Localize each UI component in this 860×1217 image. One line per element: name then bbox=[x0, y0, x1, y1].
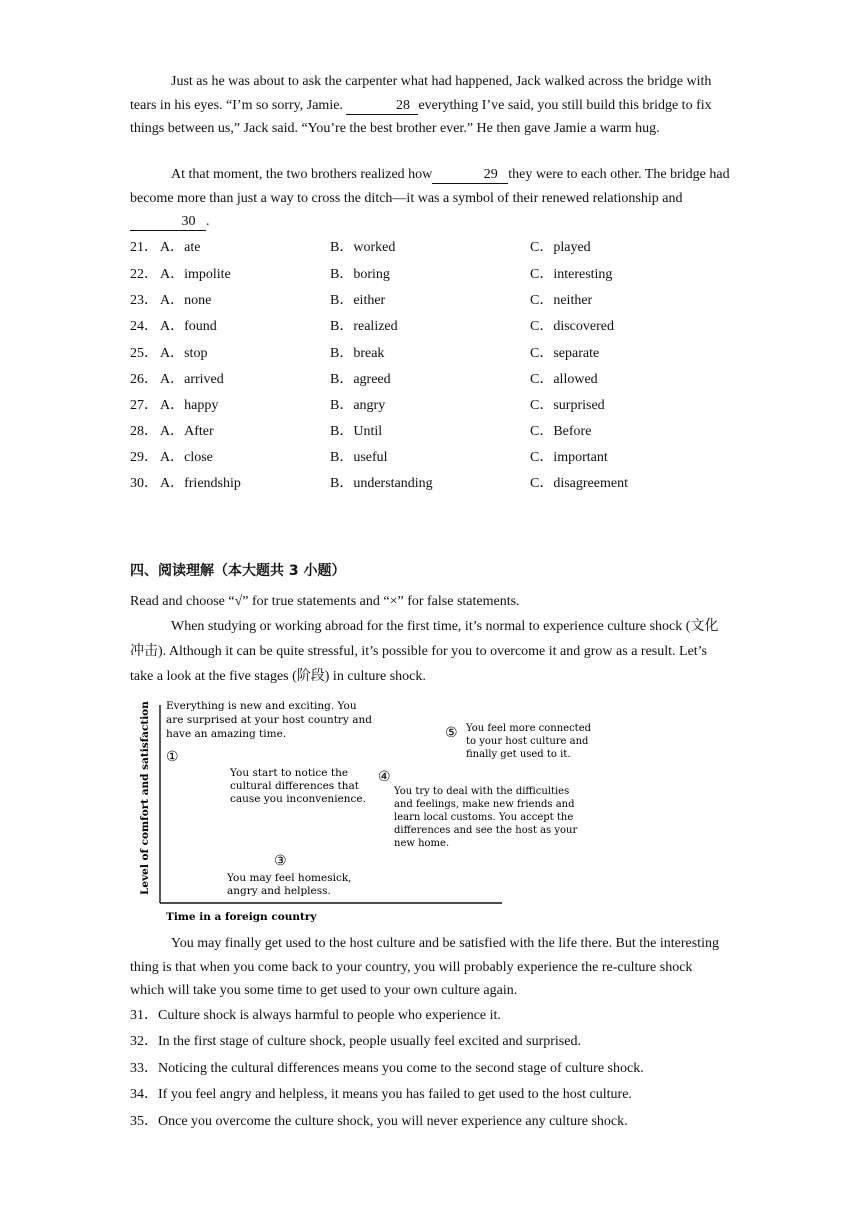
stage-2-line: You start to notice the bbox=[230, 767, 349, 779]
stage-5-number: ⑤ bbox=[445, 725, 458, 741]
question-row bbox=[130, 263, 730, 285]
stage-1-line: have an amazing time. bbox=[166, 728, 287, 740]
blank-29: 29 bbox=[432, 167, 508, 184]
stage-4-line: and feelings, make new friends and bbox=[394, 799, 575, 810]
question-row bbox=[130, 289, 730, 311]
option-b[interactable]: B．realized bbox=[330, 319, 398, 334]
option-c[interactable]: C．Before bbox=[530, 424, 592, 439]
stage-1-line: are surprised at your host country and bbox=[166, 714, 372, 726]
statement-number: 35． bbox=[130, 1114, 158, 1129]
option-b[interactable]: B．understanding bbox=[330, 476, 433, 491]
question-number: 27． bbox=[130, 398, 158, 413]
option-c[interactable]: C．disagreement bbox=[530, 476, 628, 491]
option-b[interactable]: B．angry bbox=[330, 398, 386, 413]
stage-2-line: cause you inconvenience. bbox=[230, 793, 366, 805]
question-number: 29． bbox=[130, 450, 158, 465]
option-c[interactable]: C．separate bbox=[530, 346, 600, 361]
blank-28: 28 bbox=[346, 98, 418, 115]
story-text: Just as he was about to ask the carpenter what had happened, Jack walked across the bridge with tears in his eyes. “I’m so sorry, Jamie. bbox=[130, 74, 712, 113]
stage-3-line: angry and helpless. bbox=[227, 885, 331, 897]
stage-5-line: to your host culture and bbox=[466, 736, 589, 747]
statement-item bbox=[130, 1004, 501, 1024]
question-row bbox=[130, 315, 730, 337]
statement-text: Culture shock is always harmful to people who experience it. bbox=[158, 1008, 501, 1023]
statement-number: 33． bbox=[130, 1061, 158, 1076]
x-axis-label: Time in a foreign country bbox=[166, 911, 317, 923]
option-a[interactable]: A．After bbox=[160, 424, 214, 439]
stage-4-number: ④ bbox=[378, 769, 391, 785]
stage-2-line: cultural differences that bbox=[230, 780, 359, 792]
stage-1-line: Everything is new and exciting. You bbox=[166, 700, 357, 712]
y-axis-label: Level of comfort and satisfaction bbox=[139, 701, 151, 895]
stage-4-line: You try to deal with the difficulties bbox=[394, 786, 570, 797]
statement-text: In the first stage of culture shock, people usually feel excited and surprised. bbox=[158, 1034, 581, 1049]
option-a[interactable]: A．happy bbox=[160, 398, 219, 413]
stage-3-number: ③ bbox=[274, 853, 287, 869]
story-text: . bbox=[206, 214, 210, 229]
statement-item bbox=[130, 1030, 581, 1050]
option-c[interactable]: C．interesting bbox=[530, 267, 613, 282]
question-number: 21． bbox=[130, 240, 158, 255]
option-b[interactable]: B．agreed bbox=[330, 372, 391, 387]
option-c[interactable]: C．surprised bbox=[530, 398, 605, 413]
option-a[interactable]: A．stop bbox=[160, 346, 208, 361]
option-a[interactable]: A．close bbox=[160, 450, 213, 465]
question-row bbox=[130, 472, 730, 494]
option-c[interactable]: C．allowed bbox=[530, 372, 598, 387]
instruction-text: Read and choose “√” for true statements and “×” for false statements. bbox=[130, 594, 520, 609]
stage-5-line: You feel more connected bbox=[466, 723, 592, 734]
story-paragraph-1 bbox=[130, 70, 730, 141]
option-b[interactable]: B．Until bbox=[330, 424, 383, 439]
statement-text: If you feel angry and helpless, it means you has failed to get used to the host culture. bbox=[158, 1087, 632, 1102]
stage-4-line: new home. bbox=[394, 838, 450, 849]
stage-1-number: ① bbox=[166, 749, 179, 765]
question-row bbox=[130, 420, 730, 442]
option-b[interactable]: B．worked bbox=[330, 240, 396, 255]
stage-4-line: differences and see the host as your bbox=[394, 825, 578, 836]
statement-number: 31． bbox=[130, 1008, 158, 1023]
option-a[interactable]: A．arrived bbox=[160, 372, 224, 387]
stage-4-line: learn local customs. You accept the bbox=[394, 812, 574, 823]
question-number: 24． bbox=[130, 319, 158, 334]
statement-number: 32． bbox=[130, 1034, 158, 1049]
after-chart-paragraph: You may finally get used to the host culture and be satisfied with the life there. But the interesting thing is that when you come back to your country, you will probably experience the re-culture shock which will take you some time to get used to your own culture again. bbox=[130, 936, 719, 998]
question-number: 25． bbox=[130, 346, 158, 361]
question-row bbox=[130, 342, 730, 364]
option-b[interactable]: B．useful bbox=[330, 450, 388, 465]
story-text: everything I’ve said, you still build this bridge to fix things between us,” Jack said. “You’re the best brother ever.” He then gave Jamie a warm hug. bbox=[130, 97, 712, 136]
section-heading: 四、阅读理解（本大题共 3 小题） bbox=[130, 563, 346, 579]
question-number: 28． bbox=[130, 424, 158, 439]
statement-item bbox=[130, 1110, 628, 1130]
question-row bbox=[130, 236, 730, 258]
option-a[interactable]: A．ate bbox=[160, 240, 201, 255]
statement-text: Once you overcome the culture shock, you will never experience any culture shock. bbox=[158, 1114, 628, 1129]
blank-30: 30 bbox=[130, 214, 206, 231]
stage-5-line: finally get used to it. bbox=[466, 749, 571, 760]
intro-paragraph: When studying or working abroad for the first time, it’s normal to experience culture shock (文化冲击). Although it can be quite stressful, it’s possible for you to overcome it and grow as a result. Let’s take a look at the five stages (阶段) in culture shock. bbox=[130, 619, 719, 684]
story-paragraph-2 bbox=[130, 163, 730, 234]
question-number: 22． bbox=[130, 267, 158, 282]
statement-text: Noticing the cultural differences means you come to the second stage of culture shock. bbox=[158, 1061, 644, 1076]
option-b[interactable]: B．either bbox=[330, 293, 386, 308]
story-text: they were to each other. The bridge had become more than just a way to cross the ditch—it was a symbol of their renewed relationship and bbox=[130, 167, 730, 206]
option-c[interactable]: C．important bbox=[530, 450, 608, 465]
question-row bbox=[130, 394, 730, 416]
option-a[interactable]: A．impolite bbox=[160, 267, 231, 282]
option-a[interactable]: A．found bbox=[160, 319, 217, 334]
option-c[interactable]: C．played bbox=[530, 240, 591, 255]
option-c[interactable]: C．discovered bbox=[530, 319, 614, 334]
question-number: 30． bbox=[130, 476, 158, 491]
option-a[interactable]: A．friendship bbox=[160, 476, 241, 491]
option-c[interactable]: C．neither bbox=[530, 293, 593, 308]
story-text: At that moment, the two brothers realized how bbox=[171, 167, 433, 182]
question-number: 23． bbox=[130, 293, 158, 308]
statement-item bbox=[130, 1083, 632, 1103]
question-row bbox=[130, 446, 730, 468]
stage-3-line: You may feel homesick, bbox=[227, 872, 352, 884]
option-b[interactable]: B．break bbox=[330, 346, 385, 361]
statement-item bbox=[130, 1057, 644, 1077]
statement-number: 34． bbox=[130, 1087, 158, 1102]
culture-shock-stages-diagram bbox=[132, 695, 612, 927]
option-b[interactable]: B．boring bbox=[330, 267, 390, 282]
option-a[interactable]: A．none bbox=[160, 293, 212, 308]
question-number: 26． bbox=[130, 372, 158, 387]
question-row bbox=[130, 368, 730, 390]
